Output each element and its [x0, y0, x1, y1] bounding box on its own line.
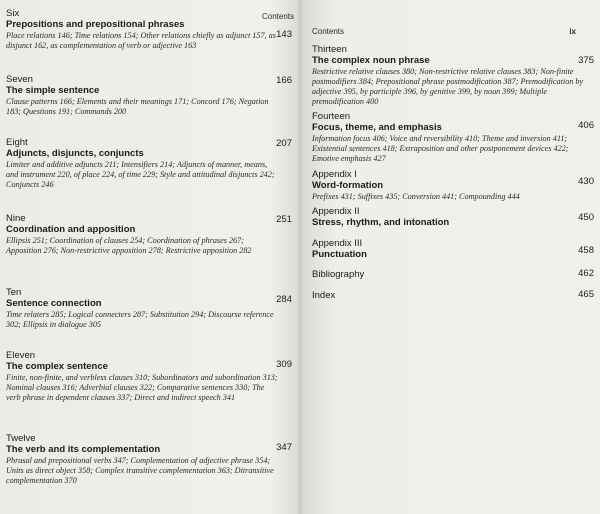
- chapter-contents: Ellipsis 251; Coordination of clauses 254; Coordination of phrases 267; Apposition 276; Non-restrictive apposition 278; Restrictive apposition 282: [6, 236, 252, 255]
- chapter-contents: Time relaters 285; Logical connecters 287; Substitution 294; Discourse reference 302; Ellipsis in dialogue 305: [6, 310, 274, 329]
- toc-entry: [312, 169, 594, 202]
- chapter-contents: Clause patterns 166; Elements and their meanings 171; Concord 176; Negation 183; Questions 191; Commands 200: [6, 97, 269, 116]
- toc-entry: [6, 213, 292, 256]
- page-number: 166: [276, 75, 292, 86]
- chapter-number: Appendix II: [312, 206, 360, 217]
- chapter-title: Punctuation: [312, 249, 367, 260]
- chapter-contents: Prefixes 431; Suffixes 435; Conversion 441; Compounding 444: [312, 192, 520, 201]
- page-number: 207: [276, 138, 292, 149]
- page-number: 465: [578, 289, 594, 300]
- chapter-contents: Place relations 146; Time relations 154; Other relations chiefly as adjunct 157, as disjunct 162, as complementation of verb or adjective 163: [6, 31, 276, 50]
- chapter-title: Sentence connection: [6, 298, 102, 309]
- chapter-title: The complex sentence: [6, 361, 108, 372]
- page-number: 347: [276, 442, 292, 453]
- page-number: 143: [276, 29, 292, 40]
- chapter-number: Twelve: [6, 433, 36, 444]
- chapter-title: Coordination and apposition: [6, 224, 136, 235]
- page-number: 406: [578, 120, 594, 131]
- chapter-title: Stress, rhythm, and intonation: [312, 217, 450, 228]
- toc-entry: [6, 74, 292, 117]
- chapter-number: Eleven: [6, 350, 36, 361]
- toc-entry: [312, 206, 594, 228]
- page-number: 251: [276, 214, 292, 225]
- running-head: Contents: [312, 27, 345, 36]
- page-number: 309: [276, 359, 292, 370]
- page-number: 450: [578, 212, 594, 223]
- chapter-contents: Phrasal and prepositional verbs 347; Complementation of adjective phrase 354; Units as direct object 358; Complex transitive complementation 363; Ditransitive complementation 370: [6, 456, 274, 485]
- chapter-contents: Restrictive relative clauses 380; Non-restrictive relative clauses 383; Non-finite postmodifiers 384; Prepositional phrase postmodification 387; Premodification by adjective 395, by participle 396, by genitive 399, by noun 399; Multiple premodification 400: [312, 67, 584, 106]
- toc-entry: [6, 350, 292, 403]
- chapter-title: The complex noun phrase: [312, 55, 430, 66]
- chapter-contents: Information focus 406; Voice and reversibility 410; Theme and inversion 411; Existential sentences 418; Extraposition and other postponement devices 422; Emotive emphasis 427: [312, 134, 569, 163]
- page-number: 284: [276, 294, 292, 305]
- page-number: 458: [578, 245, 594, 256]
- toc-entry: [312, 269, 594, 280]
- chapter-title: The simple sentence: [6, 85, 100, 96]
- toc-entry: [312, 290, 594, 301]
- running-head: Contents: [261, 12, 294, 21]
- page-number: 375: [578, 55, 594, 66]
- chapter-contents: Finite, non-finite, and verbless clauses 310; Subordinators and subordination 313; Nominal clauses 316; Adverbial clauses 322; Comparative sentences 330; The verb phrase in dependent clauses 337; Direct and indirect speech 341: [6, 373, 278, 402]
- chapter-title: Index: [312, 290, 336, 301]
- chapter-number: Nine: [6, 213, 26, 224]
- toc-entry: [6, 8, 292, 51]
- page-number: 430: [578, 176, 594, 187]
- toc-entry: [312, 44, 594, 107]
- chapter-title: Word-formation: [312, 180, 384, 191]
- toc-entry: [312, 238, 594, 260]
- chapter-contents: Limiter and additive adjuncts 211; Intensifiers 214; Adjuncts of manner, means, and instrument 220, of place 224, of time 229; Style and attitudinal disjuncts 242; Conjuncts 246: [6, 160, 275, 189]
- chapter-number: Appendix III: [312, 238, 363, 249]
- toc-entry: [6, 287, 292, 330]
- folio-number: ix: [569, 27, 576, 36]
- chapter-title: The verb and its complementation: [6, 444, 161, 455]
- toc-entry: [6, 137, 292, 190]
- chapter-title: Prepositions and prepositional phrases: [6, 19, 185, 30]
- chapter-title: Bibliography: [312, 269, 365, 280]
- chapter-title: Focus, theme, and emphasis: [312, 122, 442, 133]
- chapter-title: Adjuncts, disjuncts, conjuncts: [6, 148, 144, 159]
- chapter-number: Seven: [6, 74, 33, 85]
- page-number: 462: [578, 268, 594, 279]
- left-page: [0, 0, 298, 514]
- chapter-number: Thirteen: [312, 44, 347, 55]
- chapter-number: Fourteen: [312, 111, 351, 122]
- chapter-number: Six: [6, 8, 20, 19]
- toc-entry: [312, 111, 594, 164]
- toc-entry: [6, 433, 292, 486]
- chapter-number: Eight: [6, 137, 28, 148]
- right-page: [302, 0, 600, 514]
- chapter-number: Ten: [6, 287, 22, 298]
- chapter-number: Appendix I: [312, 169, 357, 180]
